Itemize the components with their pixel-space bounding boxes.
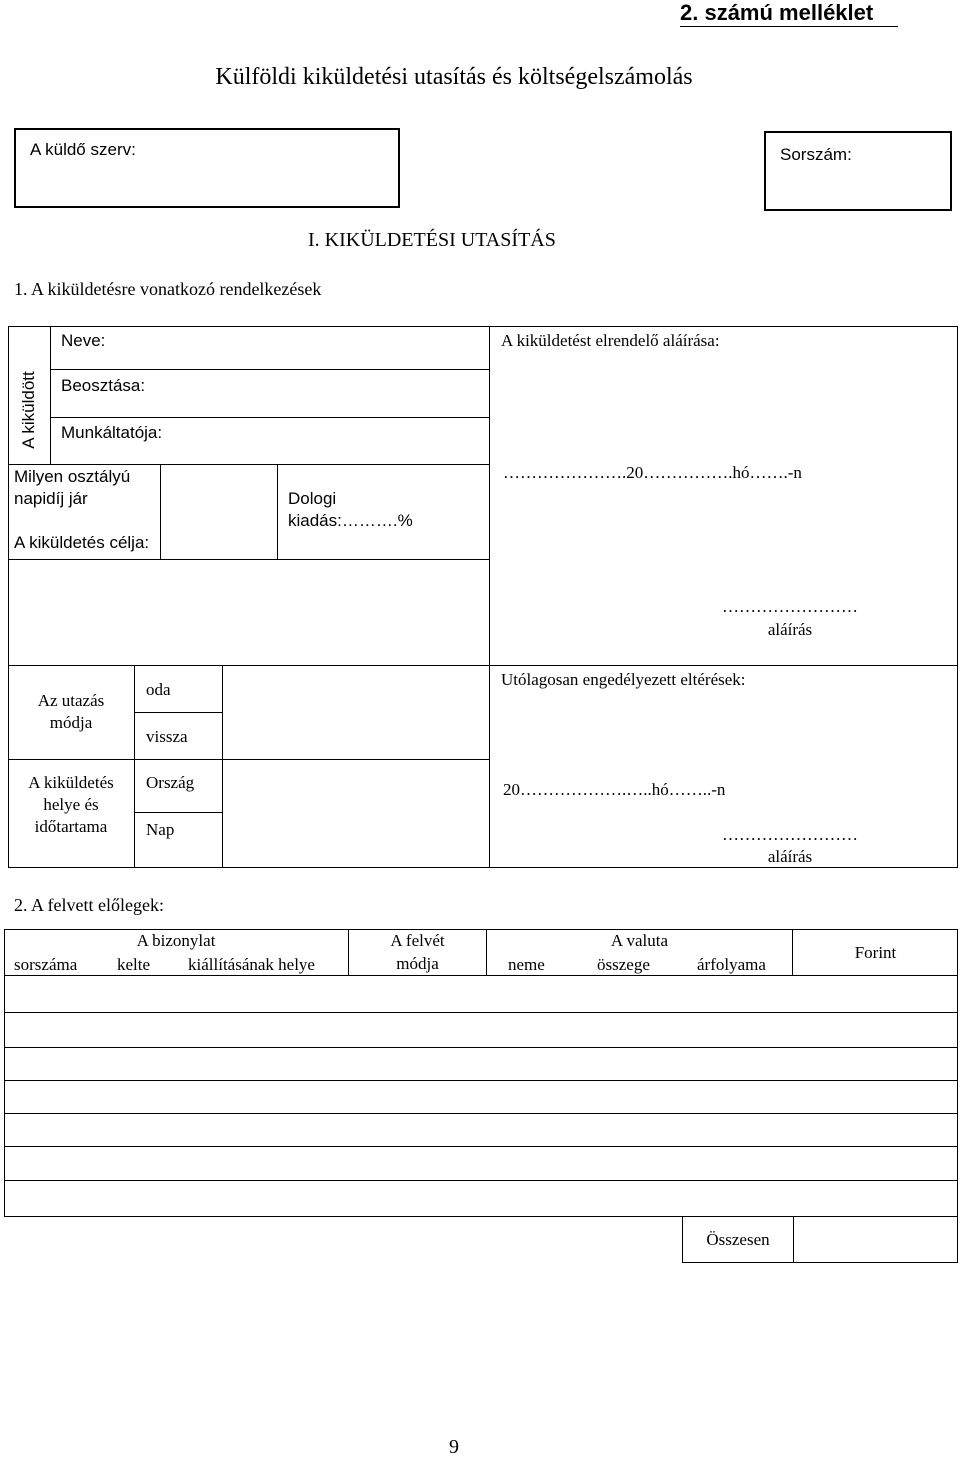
grid-row-line bbox=[134, 812, 222, 813]
table-row[interactable] bbox=[4, 1146, 958, 1147]
grid-row-line bbox=[8, 665, 958, 666]
sender-org-box[interactable] bbox=[14, 128, 400, 208]
receipt-mode-header-1: A felvét bbox=[390, 931, 445, 950]
page-number: 9 bbox=[449, 1436, 459, 1458]
table-row[interactable] bbox=[4, 1080, 958, 1081]
name-label: Neve: bbox=[61, 331, 106, 350]
col-date-header: kelte bbox=[117, 955, 151, 974]
deviations-label: Utólagosan engedélyezett eltérések: bbox=[501, 670, 746, 689]
col-rate-header: árfolyama bbox=[697, 955, 766, 974]
section1-heading: I. KIKÜLDETÉSI UTASÍTÁS bbox=[308, 229, 556, 251]
annex-label: 2. számú melléklet bbox=[680, 0, 874, 25]
location-label-1: A kiküldetés bbox=[28, 773, 114, 792]
table-header-line bbox=[4, 975, 958, 976]
total-label: Összesen bbox=[706, 1230, 770, 1249]
table-row[interactable] bbox=[4, 1012, 958, 1013]
allowance-label-1: Milyen osztályú bbox=[14, 467, 131, 486]
col-place-header: kiállításának helye bbox=[188, 955, 315, 974]
material-label-2: kiadás:……….% bbox=[288, 511, 413, 530]
employer-label: Munkáltatója: bbox=[61, 423, 163, 442]
location-label-2: helye és bbox=[43, 795, 99, 814]
table-row[interactable] bbox=[4, 1180, 958, 1181]
position-label: Beosztása: bbox=[61, 376, 146, 395]
signature-dots-1: …………………… bbox=[722, 597, 858, 616]
col-amount-header: összege bbox=[597, 955, 650, 974]
signature-dots-2: …………………… bbox=[722, 825, 858, 844]
grid-divider-material bbox=[277, 464, 278, 559]
grid-row-line bbox=[50, 369, 489, 370]
col-forint-header: Forint bbox=[854, 943, 897, 962]
grid-divider-posted bbox=[50, 326, 51, 464]
table-row[interactable] bbox=[4, 1047, 958, 1048]
grid-divider-middle bbox=[489, 326, 490, 868]
grid-row-line bbox=[8, 464, 489, 465]
grid-row-line bbox=[8, 759, 489, 760]
serial-label: Sorszám: bbox=[780, 145, 852, 164]
grid-divider-values bbox=[222, 665, 223, 868]
travel-mode-label-1: Az utazás bbox=[37, 691, 105, 710]
orderer-signature-label: A kiküldetést elrendelő aláírása: bbox=[501, 331, 720, 350]
purpose-label: A kiküldetés célja: bbox=[14, 533, 150, 552]
day-label: Nap bbox=[146, 820, 175, 839]
grid-row-line bbox=[50, 417, 489, 418]
subsection1-heading: 1. A kiküldetésre vonatkozó rendelkezések bbox=[14, 279, 322, 299]
doc-group-header: A bizonylat bbox=[136, 931, 216, 950]
outbound-label: oda bbox=[146, 680, 171, 699]
return-label: vissza bbox=[146, 727, 188, 746]
annex-underline bbox=[680, 26, 898, 27]
receipt-mode-header-2: módja bbox=[396, 954, 439, 973]
currency-group-header: A valuta bbox=[610, 931, 669, 950]
travel-mode-label-2: módja bbox=[49, 713, 93, 732]
date-line-2: 20……………….…..hó……..-n bbox=[503, 780, 726, 799]
total-divider bbox=[793, 1216, 794, 1263]
date-line-1: ………………….20…………….hó…….-n bbox=[503, 463, 802, 482]
page-title: Külföldi kiküldetési utasítás és költségelszámolás bbox=[215, 64, 693, 90]
material-label-1: Dologi bbox=[288, 489, 337, 508]
allowance-label-2: napidíj jár bbox=[14, 489, 88, 508]
location-label-3: időtartama bbox=[34, 817, 108, 836]
grid-divider-allowance bbox=[160, 464, 161, 559]
grid-row-line bbox=[8, 559, 489, 560]
sender-org-label: A küldő szerv: bbox=[30, 140, 136, 159]
grid-row-line bbox=[134, 712, 222, 713]
posted-label: A kiküldött bbox=[19, 371, 38, 449]
col-type-header: neme bbox=[508, 955, 545, 974]
subsection2-heading: 2. A felvett előlegek: bbox=[14, 895, 164, 915]
col-number-header: sorszáma bbox=[14, 955, 78, 974]
country-label: Ország bbox=[146, 773, 195, 792]
table-row[interactable] bbox=[4, 1113, 958, 1114]
signature-label-1: aláírás bbox=[767, 620, 813, 639]
signature-label-2: aláírás bbox=[767, 847, 813, 866]
serial-box[interactable] bbox=[764, 131, 952, 211]
grid-divider-labels bbox=[134, 665, 135, 868]
